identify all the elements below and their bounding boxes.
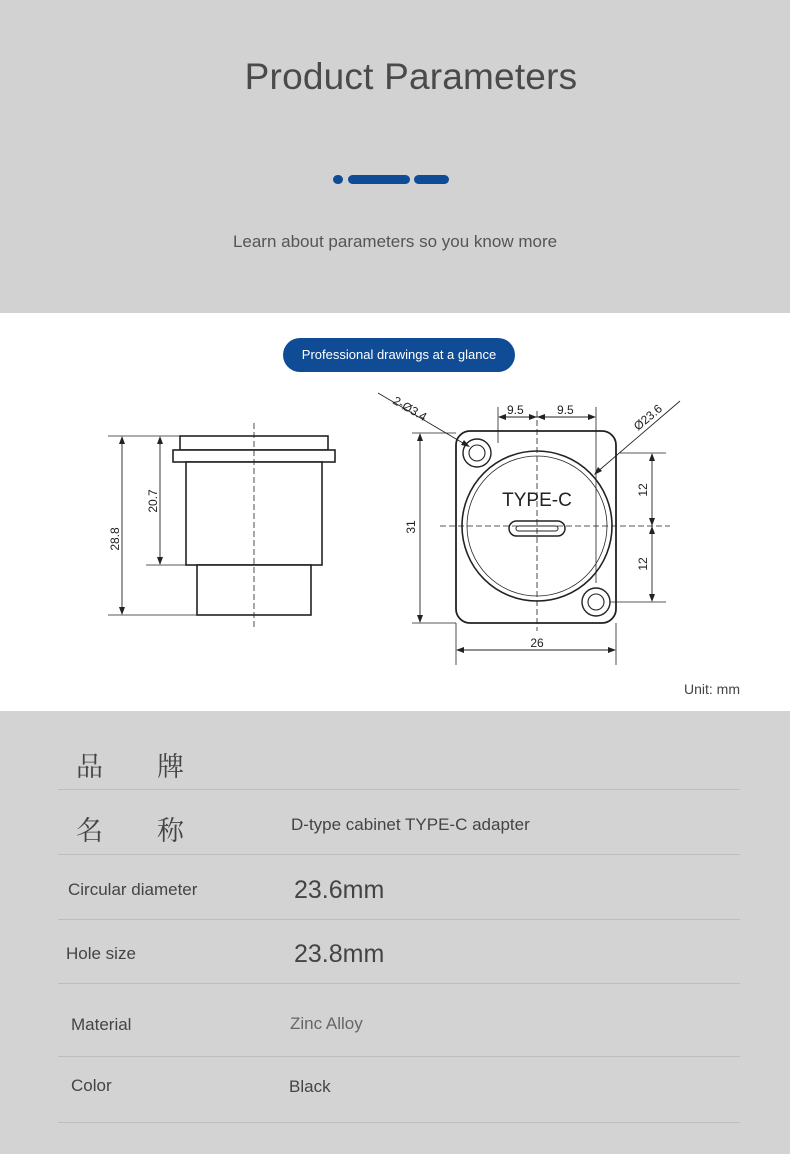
drawing-badge: Professional drawings at a glance [283, 338, 515, 372]
page-title: Product Parameters [244, 56, 578, 97]
spec-label: Color [71, 1076, 112, 1095]
drawing-section [0, 313, 790, 711]
spec-value: 23.6mm [294, 876, 385, 904]
spec-label: 品 牌 [76, 752, 184, 783]
page-subtitle: Learn about parameters so you know more [232, 232, 558, 251]
dim-hole-label: 2-Ø3.4 [390, 393, 430, 424]
spec-row-brand [58, 711, 740, 790]
dim-offset-right: 9.5 [557, 403, 574, 417]
spec-row-hole [58, 919, 740, 984]
spec-value: Black [289, 1077, 331, 1096]
spec-row-name [58, 789, 740, 855]
spec-label: Hole size [66, 944, 136, 963]
header-section [0, 0, 790, 313]
dim-height: 31 [404, 520, 418, 534]
spec-label: Circular diameter [68, 880, 198, 899]
dim-lower-half: 12 [636, 557, 650, 571]
spec-label: 名 称 [76, 816, 184, 847]
dim-offset-left: 9.5 [507, 403, 524, 417]
spec-value: Zinc Alloy [290, 1014, 363, 1033]
face-text: TYPE-C [502, 490, 572, 511]
unit-label: Unit: mm [684, 681, 740, 697]
spec-table [0, 711, 790, 1154]
dot-long [348, 175, 410, 184]
mount-hole-top [463, 439, 491, 467]
dot-medium [414, 175, 449, 184]
spec-row-color [58, 1056, 740, 1123]
dim-upper-half: 12 [636, 483, 650, 497]
spec-row-material [58, 983, 740, 1057]
dim-circle-label: Ø23.6 [630, 401, 665, 434]
spec-label: Material [71, 1015, 132, 1034]
dim-height-body: 20.7 [146, 489, 160, 513]
dim-height-total: 28.8 [108, 527, 122, 551]
spec-value: D-type cabinet TYPE-C adapter [291, 815, 530, 834]
technical-drawing [0, 313, 790, 711]
dim-width: 26 [530, 636, 544, 650]
dot-small [333, 175, 343, 184]
spec-row-diameter [58, 854, 740, 920]
mount-hole-bottom [582, 588, 610, 616]
spec-value: 23.8mm [294, 940, 385, 968]
